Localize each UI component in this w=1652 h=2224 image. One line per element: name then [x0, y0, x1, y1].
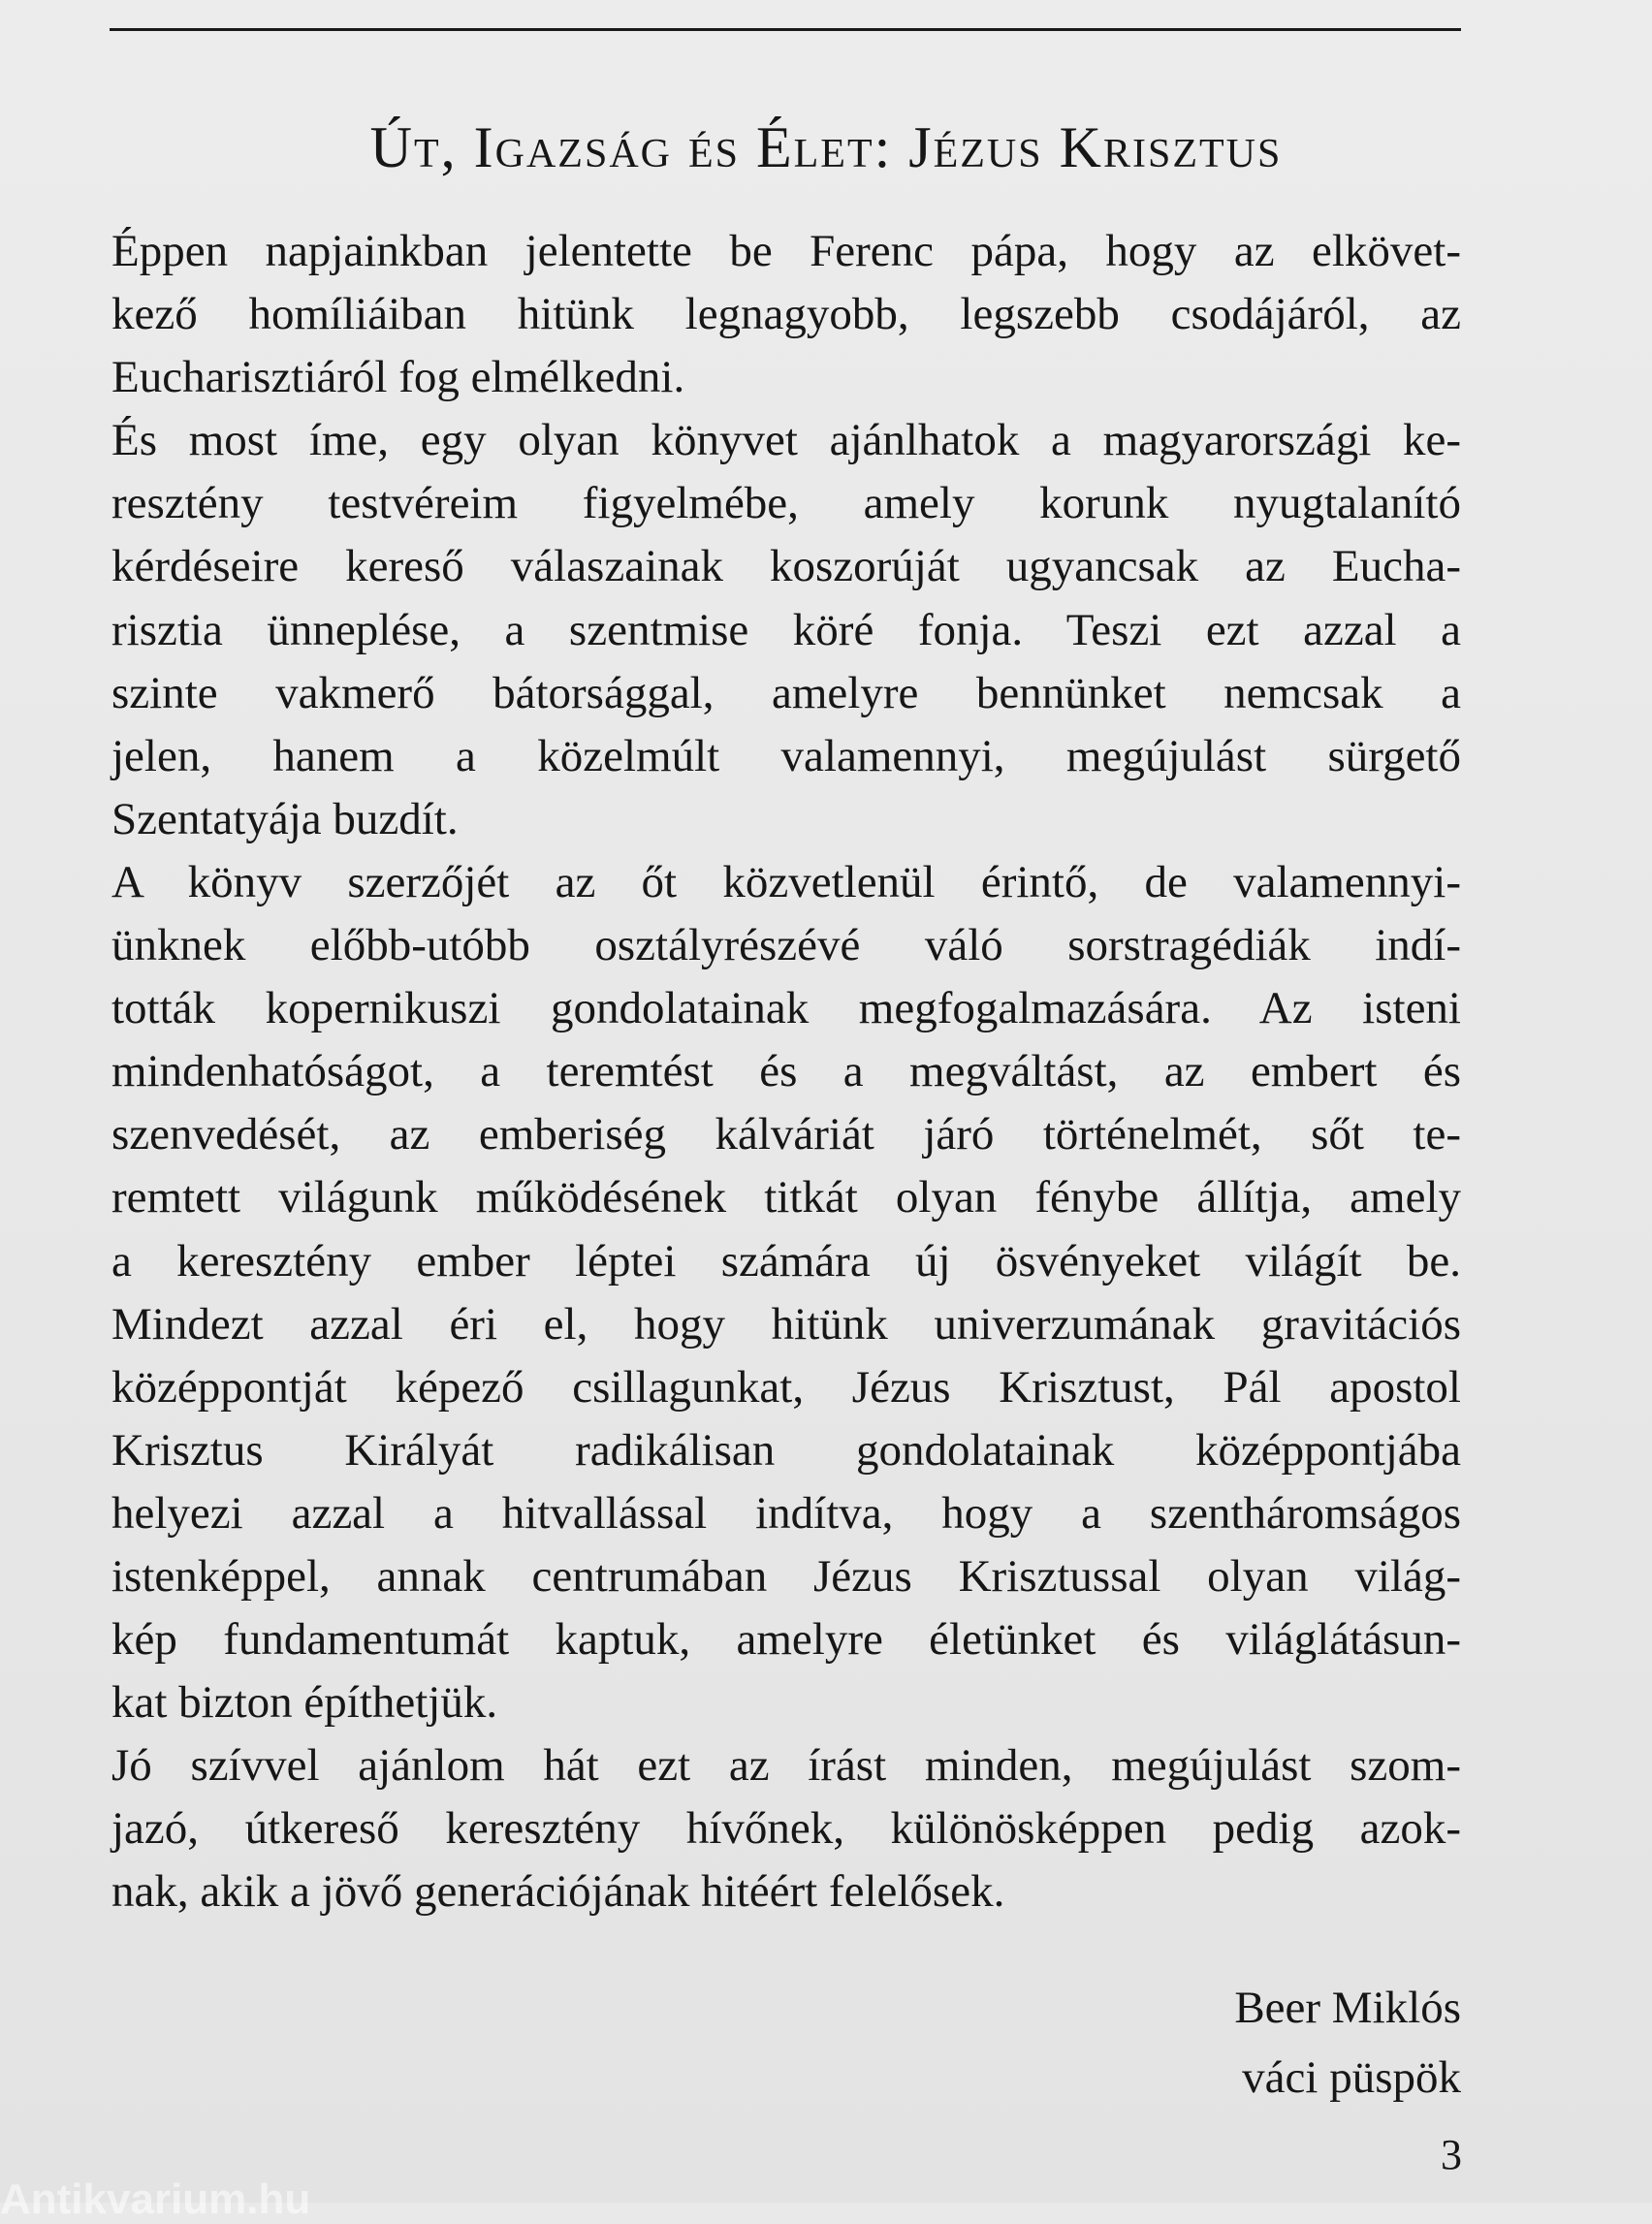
paragraph [111, 409, 1461, 851]
text-line: a keresztény ember léptei számára új ösvényeket világít be. [111, 1235, 1461, 1287]
paragraph [111, 851, 1461, 1734]
text-line: Éppen napjainkban jelentette be Ferenc pápa, hogy az elkövet- [111, 226, 1461, 276]
text-line: resztény testvéreim figyelmébe, amely korunk nyugtalanító [111, 478, 1461, 529]
text-line: nak, akik a jövő generációjának hitéért felelősek. [111, 1866, 1005, 1918]
page-number: 3 [1441, 2131, 1462, 2178]
text-line: szinte vakmerő bátorsággal, amelyre bennünket nemcsak a [111, 667, 1461, 718]
text-line: Jó szívvel ajánlom hát ezt az írást minden, megújulást szom- [111, 1740, 1461, 1792]
watermark: Antikvarium.hu [0, 2176, 311, 2223]
text-line: jazó, útkereső keresztény hívőnek, különösképpen pedig azok- [111, 1803, 1461, 1855]
text-line: istenképpel, annak centrumában Jézus Krisztussal olyan világ- [111, 1550, 1461, 1602]
top-rule-divider [110, 28, 1461, 31]
text-line: kat bizton építhetjük. [111, 1677, 498, 1729]
text-line: ünknek előbb-utóbb osztályrészévé váló sorstragédiák indí- [111, 920, 1461, 971]
text-line: Krisztus Királyát radikálisan gondolatainak középpontjába [111, 1424, 1461, 1476]
text-line: helyezi azzal a hitvallással indítva, hogy a szentháromságos [111, 1487, 1461, 1539]
text-line: mindenhatóságot, a teremtést és a megváltást, az embert és [111, 1046, 1461, 1097]
signature-role: váci püspök [1242, 2052, 1461, 2103]
body-text [111, 220, 1461, 1924]
signature-block [1066, 1973, 1461, 2113]
text-line: tották kopernikuszi gondolatainak megfogalmazására. Az isteni [111, 983, 1461, 1034]
text-line: jelen, hanem a közelmúlt valamennyi, megújulást sürgető [111, 730, 1461, 781]
paragraph [111, 220, 1461, 409]
text-line: remtett világunk működésének titkát olyan fénybe állítja, amely [111, 1172, 1461, 1223]
text-line: szenvedését, az emberiség kálváriát járó történelmét, sőt te- [111, 1109, 1461, 1160]
text-line: Szentatyája buzdít. [111, 793, 459, 844]
text-line: Eucharisztiáról fog elmélkedni. [111, 352, 685, 403]
text-line: kérdéseire kereső válaszainak koszorúját ugyancsak az Eucha- [111, 541, 1461, 592]
text-line: középpontját képező csillagunkat, Jézus Krisztust, Pál apostol [111, 1361, 1461, 1413]
text-line: És most íme, egy olyan könyvet ajánlhatok a magyarországi ke- [111, 415, 1461, 466]
text-line: Mindezt azzal éri el, hogy hitünk univerzumának gravitációs [111, 1298, 1461, 1350]
chapter-title: Út, Igazság és Élet: Jézus Krisztus [369, 115, 1283, 179]
text-line: kép fundamentumát kaptuk, amelyre életünket és világlátásun- [111, 1614, 1461, 1666]
signature-name: Beer Miklós [1234, 1983, 1461, 2033]
text-line: A könyv szerzőjét az őt közvetlenül érintő, de valamennyi- [111, 856, 1461, 907]
paragraph [111, 1734, 1461, 1923]
text-line: kező homíliáiban hitünk legnagyobb, legszebb csodájáról, az [111, 289, 1461, 340]
text-line: risztia ünneplése, a szentmise köré fonja. Teszi ezt azzal a [111, 604, 1461, 655]
